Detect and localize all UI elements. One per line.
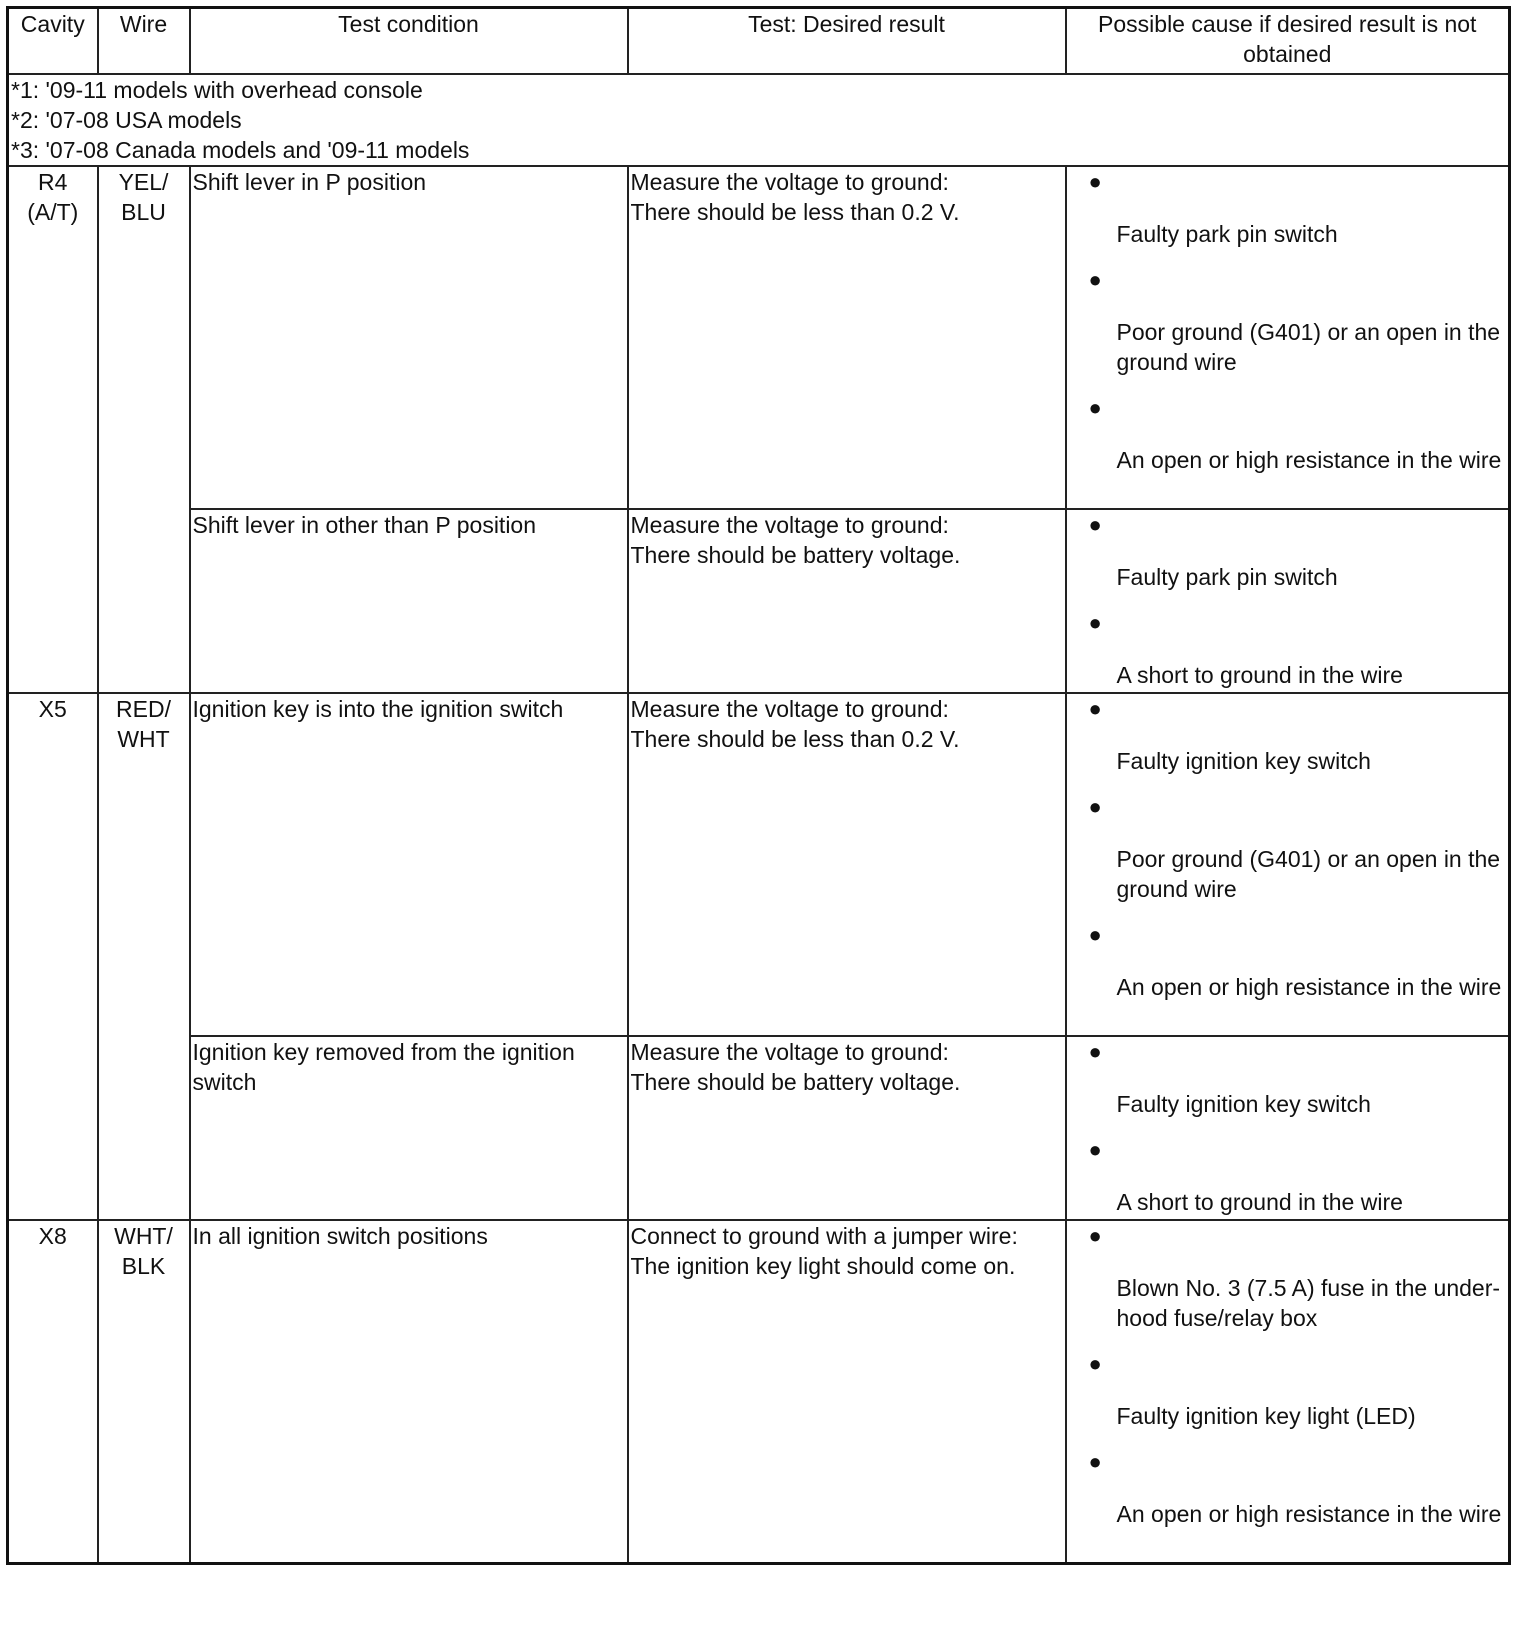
cavity-cell [8, 693, 98, 1220]
bullet-icon: ● [1088, 1351, 1102, 1376]
test-condition-cell: Ignition key removed from the ignition switch [190, 1036, 628, 1220]
cause-text: Poor ground (G401) or an open in the ground wire [1116, 319, 1501, 375]
possible-cause-cell [1066, 693, 1510, 1036]
header-possible-cause: Possible cause if desired result is not obtained [1066, 8, 1510, 75]
cavity-cell [8, 166, 98, 693]
cause-text: A short to ground in the wire [1116, 1189, 1403, 1215]
cause-text: Faulty park pin switch [1116, 564, 1338, 590]
cause-text: Blown No. 3 (7.5 A) fuse in the under-hood fuse/relay box [1116, 1275, 1501, 1331]
cavity-cell [8, 1220, 98, 1564]
wire-cell [98, 693, 190, 1220]
wire-cell [98, 1220, 190, 1564]
header-desired-result: Test: Desired result [628, 8, 1066, 75]
bullet-icon: ● [1088, 696, 1102, 721]
cause-item [1087, 510, 1509, 592]
table-row [8, 509, 1510, 693]
cause-item [1087, 1037, 1509, 1119]
cause-item [1087, 1135, 1509, 1217]
bullet-icon: ● [1088, 512, 1102, 537]
result-line: There should be battery voltage. [630, 542, 961, 568]
result-line: The ignition key light should come on. [630, 1253, 1016, 1279]
footnote-3: *3: '07-08 Canada models and '09-11 models [11, 137, 470, 163]
cause-item [1087, 608, 1509, 690]
bullet-icon: ● [1088, 794, 1102, 819]
bullet-icon: ● [1088, 1039, 1102, 1064]
footnote-2: *2: '07-08 USA models [11, 107, 242, 133]
wire-color-1: RED/ [116, 696, 171, 722]
table-row [8, 166, 1510, 509]
desired-result-cell [628, 693, 1066, 1036]
result-line: Measure the voltage to ground: [630, 512, 949, 538]
result-line: Measure the voltage to ground: [630, 169, 949, 195]
cavity-id: X5 [38, 696, 67, 722]
result-line: Measure the voltage to ground: [630, 696, 949, 722]
cause-item [1087, 1447, 1509, 1529]
test-condition-cell: Ignition key is into the ignition switch [190, 693, 628, 1036]
wire-color-1: WHT/ [114, 1223, 173, 1249]
cause-text: Faulty ignition key switch [1116, 748, 1371, 774]
cavity-id: R4 [38, 169, 68, 195]
circuit-test-table [6, 6, 1511, 1565]
footnotes [8, 74, 1510, 166]
bullet-icon: ● [1088, 922, 1102, 947]
cause-text: Faulty park pin switch [1116, 221, 1338, 247]
desired-result-cell [628, 1220, 1066, 1564]
footnote-1: *1: '09-11 models with overhead console [11, 77, 423, 103]
bullet-icon: ● [1088, 1449, 1102, 1474]
cause-item [1087, 265, 1509, 377]
result-line: There should be battery voltage. [630, 1069, 961, 1095]
cavity-id: X8 [38, 1223, 67, 1249]
table-row [8, 1036, 1510, 1220]
desired-result-cell [628, 166, 1066, 509]
bullet-icon: ● [1088, 1223, 1102, 1248]
wire-color-1: YEL/ [118, 169, 169, 195]
cause-item [1087, 792, 1509, 904]
cause-text: Faulty ignition key light (LED) [1116, 1403, 1416, 1429]
desired-result-cell [628, 509, 1066, 693]
test-condition-cell: Shift lever in P position [190, 166, 628, 509]
cause-item [1087, 694, 1509, 776]
wire-color-2: BLU [121, 199, 166, 225]
cause-item [1087, 920, 1509, 1002]
result-line: Connect to ground with a jumper wire: [630, 1223, 1018, 1249]
cause-text: An open or high resistance in the wire [1116, 447, 1502, 473]
desired-result-cell [628, 1036, 1066, 1220]
result-line: There should be less than 0.2 V. [630, 726, 960, 752]
table-row [8, 693, 1510, 1036]
bullet-icon: ● [1088, 1137, 1102, 1162]
cause-text: An open or high resistance in the wire [1116, 1501, 1502, 1527]
cause-text: An open or high resistance in the wire [1116, 974, 1502, 1000]
header-test-condition: Test condition [190, 8, 628, 75]
possible-cause-cell [1066, 509, 1510, 693]
cause-item [1087, 393, 1509, 475]
possible-cause-cell [1066, 166, 1510, 509]
cavity-variant: (A/T) [27, 199, 79, 225]
bullet-icon: ● [1088, 395, 1102, 420]
table-row [8, 1220, 1510, 1564]
cause-text: Faulty ignition key switch [1116, 1091, 1371, 1117]
header-wire: Wire [98, 8, 190, 75]
test-condition-cell: In all ignition switch positions [190, 1220, 628, 1564]
test-condition-cell: Shift lever in other than P position [190, 509, 628, 693]
possible-cause-cell [1066, 1036, 1510, 1220]
wire-color-2: WHT [117, 726, 170, 752]
notes-row [8, 74, 1510, 166]
cause-text: A short to ground in the wire [1116, 662, 1403, 688]
header-cavity: Cavity [8, 8, 98, 75]
cause-item [1087, 1349, 1509, 1431]
result-line: There should be less than 0.2 V. [630, 199, 960, 225]
cause-item [1087, 167, 1509, 249]
possible-cause-cell [1066, 1220, 1510, 1564]
result-line: Measure the voltage to ground: [630, 1039, 949, 1065]
wire-cell [98, 166, 190, 693]
cause-item [1087, 1221, 1509, 1333]
cause-text: Poor ground (G401) or an open in the ground wire [1116, 846, 1501, 902]
bullet-icon: ● [1088, 267, 1102, 292]
bullet-icon: ● [1088, 610, 1102, 635]
wire-color-2: BLK [121, 1253, 166, 1279]
header-row [8, 8, 1510, 75]
bullet-icon: ● [1088, 169, 1102, 194]
